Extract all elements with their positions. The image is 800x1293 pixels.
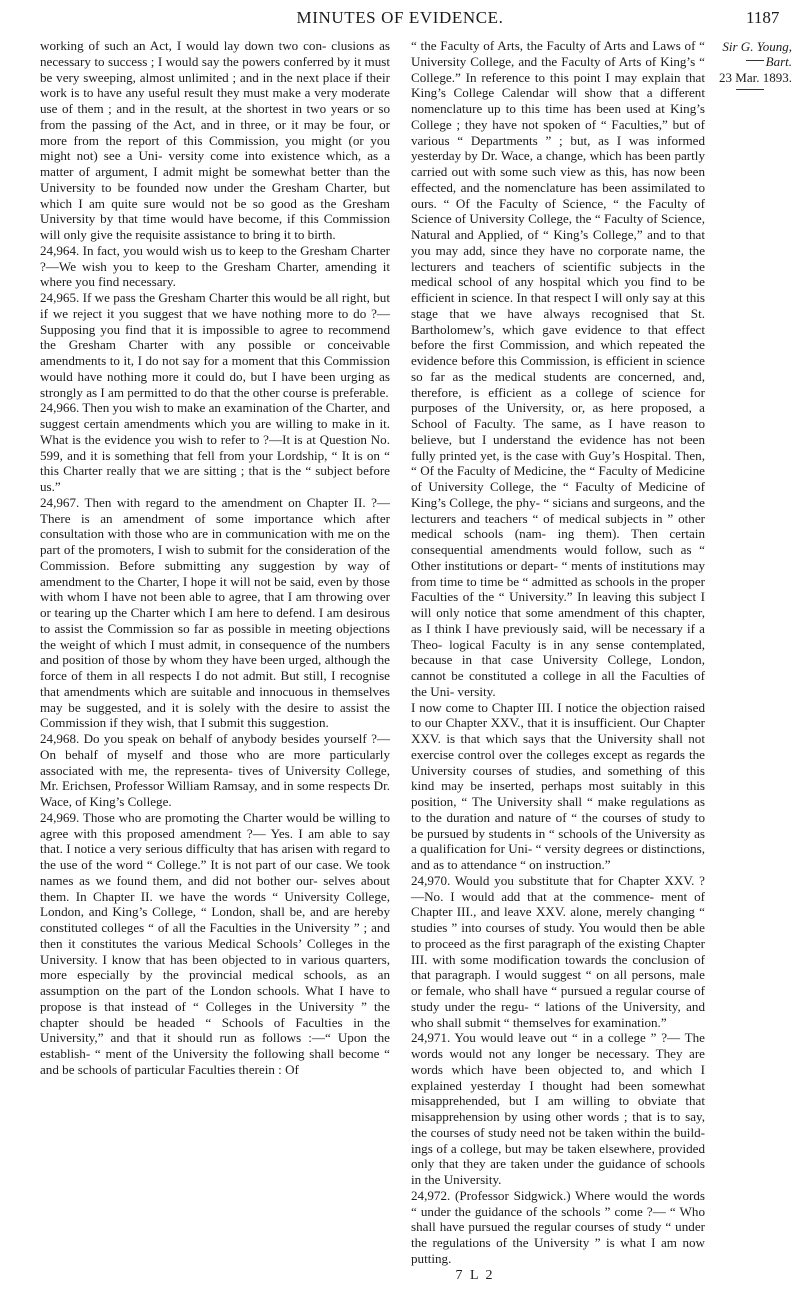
paragraph: 24,970. Would you substitute that for Chapter XXV. ?—No. I would add that at the commence- ment of Chapter III., and leave XXV. alone, merely changing “ studies ” into courses of study. You would then be able to proceed as the first paragraph of the existing Chapter III. with some modification towards the conclusion of that paragraph. I would suggest “ on all persons, male or female, who shall have “ pursued a regular course of study under the regu- “ lations of the University, and who shall submit “ themselves for examination.” [411, 872, 705, 1030]
paragraph: 24,969. Those who are promoting the Charter would be willing to agree with this proposed amendment ?— Yes. I am able to say that. I notice a very serious difficulty that has arisen with regard to the use of the word “ College.” It is not part of our case. We took names as we found them, and did not bother our- selves about them. In Chapter II. we have the words “ University College, London, and King’s College, “ London, shall be, and are hereby constituted colleges “ of all the Faculties in the University ” ; and then it constitutes the various Medical Schools’ Colleges in the University. I know that has been objected to in various quarters, more especially by the provincial medical schools, as an assumption on the part of the London schools. What I have to propose is that instead of “ Colleges in the University ” the chapter should be headed “ Schools of Faculties in the University,” and that it should run as follows :—“ Upon the establish- “ ment of the University the following shall become “ and be schools of particular Faculties therein : Of [40, 809, 390, 1077]
left-column [40, 38, 390, 1078]
paragraph: 24,972. (Professor Sidgwick.) Where would the words “ under the guidance of the schools ” come ?— “ Who shall have pursued the regular courses of study “ under the regulations of the University ” is what I am now putting. [411, 1187, 705, 1266]
page-number: 1187 [746, 8, 780, 27]
paragraph: 24,964. In fact, you would wish us to keep to the Gresham Charter ?—We wish you to keep to the Gresham Charter, amending it where you find necessary. [40, 242, 390, 290]
paragraph: “ the Faculty of Arts, the Faculty of Arts and Laws of “ University College, and the Faculty of Arts of King’s “ College.” In reference to this point I may explain that King’s College Calendar will show that a different nomenclature up to this time has been used at King’s College ; they have not spoken of “ Faculties,” but of various “ Departments ” ; but, as I was informed yesterday by Dr. Wace, a change, which has been partly carried out with some such view as this, has now been effected, and the nomenclature has been assimilated to ours. “ Of the Faculty of Science, “ the Faculty of Science of University College, the “ Faculty of Science, Natural and Applied, of “ King’s College,” and to that you may add, since they have no corporate name, the lecturers and teachers of scientific subjects in the medical school of any hospital which you find to be efficient in science. In that respect I will only say at this stage that we have always recognised that St. Bartholomew’s, which gave evidence to that effect before the first Commission, and which repeated the evidence before this Commission, is efficient in science so far as the medical students are concerned, and, therefore, is efficient as a college of science for purposes of the University, or, as here proposed, a School of Faculty. The same, as I have reason to believe, but I understand the evidence has not been fully printed yet, is the case with Guy’s Hospital. Then, “ Of the Faculty of Medicine, the “ Faculty of Medicine of University College, the “ Faculty of Medicine of King’s College, the phy- “ sicians and surgeons, and the lecturers and teachers “ of medical subjects in ” other medical schools (nam- ing them). Then certain consequential amendments would follow, such as “ Other institutions or depart- “ ments of institutions may from time to time be “ admitted as schools in the proper Faculties of the “ University.” In leaving this subject I will only notice that some amendment of this chapter, as I think I have previously said, will be necessary if a Theo- logical Faculty is in any sense contemplated, because in that case University College, London, cannot be constituted a college in all the Faculties of the Uni- versity. [411, 38, 705, 699]
right-column [411, 38, 705, 1267]
page-title: MINUTES OF EVIDENCE. [296, 8, 504, 27]
margin-witness-name: Sir G. Young, Bart. [722, 39, 792, 69]
margin-rule-bottom [736, 89, 764, 90]
paragraph: working of such an Act, I would lay down two con- clusions as necessary to success ; I would say the powers conferred by it must be very sweeping, almost unlimited ; and in the next place if their work is to have any useful result they must make a very moderate use of them ; and in the result, at the shortest in two years or so from the passing of the Act, and in three, or it may be four, or more from the report of this Commission, you might (or you might not) see a Uni- versity come into existence which, as a matter of argument, I admit might be somewhat better than the University to be founded now under the Gresham Charter, but which I am quite sure would not be so good as the Gresham University by that time would have become, if this Commission will only give the requisite assistance to bring it to birth. [40, 38, 390, 242]
margin-date: 23 Mar. 1893. [719, 70, 792, 85]
margin-rule-top [746, 60, 764, 61]
paragraph: 24,965. If we pass the Gresham Charter this would be all right, but if we reject it you suggest that we have nothing more to do ?—Supposing you find that it is impossible to agree to recommend the Gresham Charter with any possible or conceivable amendments to it, I do not say for a moment that this Commission would have nothing more it could do, but I have been urging as strongly as I am permitted to do that the other course is preferable. [40, 290, 390, 400]
paragraph: 24,968. Do you speak on behalf of anybody besides yourself ?—On behalf of myself and those who are more particularly associated with me, the representa- tives of University College, Mr. Erichsen, Professor William Ramsay, and in some respects Dr. Wace, of King’s College. [40, 731, 390, 809]
paragraph: 24,971. You would leave out “ in a college ” ?— The words would not any longer be necessary. They are words which have been objected to, and which I explained yesterday I thought had been somewhat misapprehended, but I am willing to obviate that misapprehension by using other words ; that is to say, the courses of study need not be taken within the build- ings of a college, but may be taken elsewhere, provided only that they are taken under the guidance of schools in the University. [411, 1030, 705, 1187]
paragraph: 24,967. Then with regard to the amendment on Chapter II. ?—There is an amendment of some importance which after consultation with those who are in communication with me on the part of the promoters, I wish to submit for the consideration of the Commission. Before submitting any suggestion by way of amendment to the Charter, I hope it will not be said, even by those with whom I have not been able to agree, that I am throwing over or tearing up the Charter which I am here to defend. I am desirous to assist the Commission so far as possible in meeting objections the weight of which I must admit, in consequence of the numbers and position of those by whom they have been urged, although the force of them in all respects I do not admit. But still, I recognise that amendments which are suitable and innocuous in themselves may be suggested, and it is solely with the desire to assist the Commission if they wish, that I submit this suggestion. [40, 494, 390, 731]
signature-mark: 7 L 2 [455, 1268, 495, 1283]
paragraph: 24,966. Then you wish to make an examination of the Charter, and suggest certain amendments which you are willing to make in it. What is the evidence you wish to refer to ?—It is at Question No. 599, and it is something that fell from your Lordship, “ It is on “ this Charter really that we are sitting ; that is the “ subject before us.” [40, 400, 390, 494]
paragraph: I now come to Chapter III. I notice the objection raised to our Chapter XXV., that it is insufficient. Our Chapter XXV. is that which says that the University shall not exercise control over the colleges except as regards the University courses of studies, and something of this kind may be inserted, perhaps most suitably in this position, “ The University shall “ make regulations as to the duration and nature of “ the courses of study to be pursued by students in “ schools of the University as a qualification for Uni- “ versity degrees or distinctions, and as to attendance “ on instruction.” [411, 699, 705, 872]
